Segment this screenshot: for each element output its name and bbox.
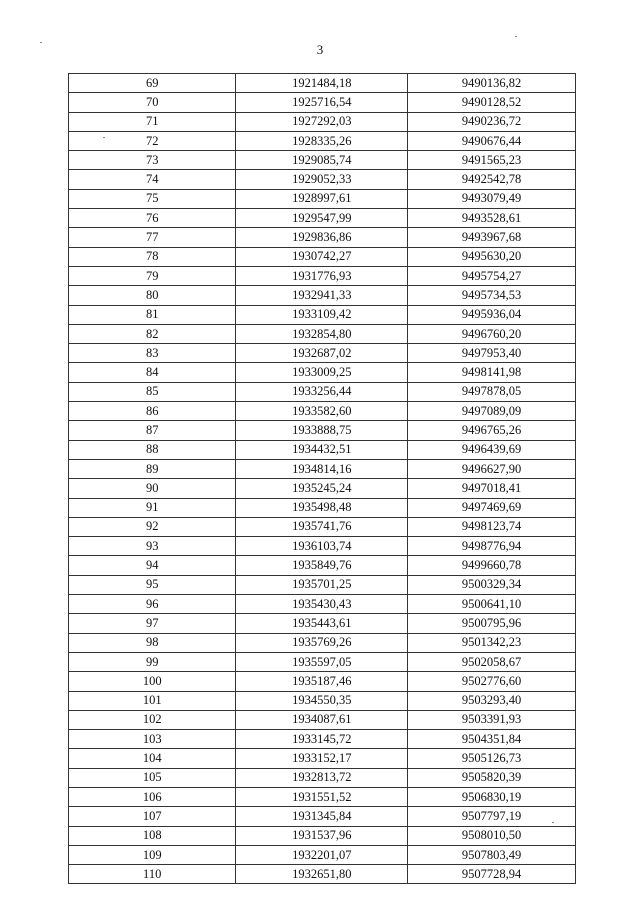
x-coordinate-cell: 1933256,44 [236, 382, 408, 401]
point-number-cell: 106 [69, 787, 236, 806]
point-number-cell: 77 [69, 228, 236, 247]
point-number-cell: 86 [69, 402, 236, 421]
x-coordinate-cell: 1928997,61 [236, 189, 408, 208]
y-coordinate-cell: 9493967,68 [408, 228, 576, 247]
y-coordinate-cell: 9497089,09 [408, 402, 576, 421]
table-row [69, 807, 576, 826]
table-row [69, 459, 576, 478]
x-coordinate-cell: 1934432,51 [236, 440, 408, 459]
x-coordinate-cell: 1928335,26 [236, 131, 408, 150]
table-row [69, 266, 576, 285]
table-row [69, 74, 576, 93]
x-coordinate-cell: 1934087,61 [236, 710, 408, 729]
y-coordinate-cell: 9490236,72 [408, 112, 576, 131]
table-row [69, 672, 576, 691]
x-coordinate-cell: 1929547,99 [236, 209, 408, 228]
point-number-cell: 107 [69, 807, 236, 826]
x-coordinate-cell: 1921484,18 [236, 74, 408, 93]
table-row [69, 112, 576, 131]
point-number-cell: 95 [69, 575, 236, 594]
point-number-cell: 74 [69, 170, 236, 189]
x-coordinate-cell: 1935849,76 [236, 556, 408, 575]
table-row [69, 344, 576, 363]
point-number-cell: 92 [69, 517, 236, 536]
y-coordinate-cell: 9498141,98 [408, 363, 576, 382]
table-row [69, 151, 576, 170]
table-row [69, 710, 576, 729]
y-coordinate-cell: 9490128,52 [408, 93, 576, 112]
point-number-cell: 110 [69, 865, 236, 884]
table-row [69, 652, 576, 671]
x-coordinate-cell: 1932687,02 [236, 344, 408, 363]
y-coordinate-cell: 9496439,69 [408, 440, 576, 459]
coordinates-table-body [69, 74, 576, 884]
table-row [69, 324, 576, 343]
point-number-cell: 109 [69, 845, 236, 864]
scan-speck [552, 822, 554, 823]
y-coordinate-cell: 9497878,05 [408, 382, 576, 401]
x-coordinate-cell: 1931537,96 [236, 826, 408, 845]
x-coordinate-cell: 1933582,60 [236, 402, 408, 421]
table-row [69, 865, 576, 884]
y-coordinate-cell: 9490136,82 [408, 74, 576, 93]
point-number-cell: 93 [69, 537, 236, 556]
point-number-cell: 91 [69, 498, 236, 517]
table-row [69, 209, 576, 228]
table-row [69, 826, 576, 845]
y-coordinate-cell: 9507728,94 [408, 865, 576, 884]
point-number-cell: 102 [69, 710, 236, 729]
table-row [69, 614, 576, 633]
y-coordinate-cell: 9508010,50 [408, 826, 576, 845]
x-coordinate-cell: 1927292,03 [236, 112, 408, 131]
x-coordinate-cell: 1935701,25 [236, 575, 408, 594]
table-row [69, 498, 576, 517]
y-coordinate-cell: 9506830,19 [408, 787, 576, 806]
x-coordinate-cell: 1933152,17 [236, 749, 408, 768]
table-row [69, 845, 576, 864]
table-row [69, 170, 576, 189]
table-row [69, 749, 576, 768]
y-coordinate-cell: 9507803,49 [408, 845, 576, 864]
point-number-cell: 85 [69, 382, 236, 401]
page-number: 3 [316, 42, 324, 57]
point-number-cell: 88 [69, 440, 236, 459]
point-number-cell: 94 [69, 556, 236, 575]
x-coordinate-cell: 1930742,27 [236, 247, 408, 266]
point-number-cell: 80 [69, 286, 236, 305]
y-coordinate-cell: 9493079,49 [408, 189, 576, 208]
y-coordinate-cell: 9501342,23 [408, 633, 576, 652]
x-coordinate-cell: 1931551,52 [236, 787, 408, 806]
point-number-cell: 98 [69, 633, 236, 652]
y-coordinate-cell: 9490676,44 [408, 131, 576, 150]
x-coordinate-cell: 1935245,24 [236, 479, 408, 498]
point-number-cell: 99 [69, 652, 236, 671]
y-coordinate-cell: 9505820,39 [408, 768, 576, 787]
table-row [69, 247, 576, 266]
y-coordinate-cell: 9497018,41 [408, 479, 576, 498]
y-coordinate-cell: 9500329,34 [408, 575, 576, 594]
x-coordinate-cell: 1935597,05 [236, 652, 408, 671]
y-coordinate-cell: 9497469,69 [408, 498, 576, 517]
x-coordinate-cell: 1929836,86 [236, 228, 408, 247]
table-row [69, 402, 576, 421]
table-row [69, 305, 576, 324]
point-number-cell: 78 [69, 247, 236, 266]
point-number-cell: 75 [69, 189, 236, 208]
table-row [69, 382, 576, 401]
table-row [69, 633, 576, 652]
y-coordinate-cell: 9495734,53 [408, 286, 576, 305]
scan-speck [515, 36, 517, 37]
table-row [69, 228, 576, 247]
x-coordinate-cell: 1935187,46 [236, 672, 408, 691]
table-row [69, 537, 576, 556]
x-coordinate-cell: 1935430,43 [236, 595, 408, 614]
y-coordinate-cell: 9504351,84 [408, 730, 576, 749]
x-coordinate-cell: 1935443,61 [236, 614, 408, 633]
point-number-cell: 90 [69, 479, 236, 498]
table-row [69, 730, 576, 749]
y-coordinate-cell: 9495936,04 [408, 305, 576, 324]
x-coordinate-cell: 1931776,93 [236, 266, 408, 285]
table-row [69, 363, 576, 382]
x-coordinate-cell: 1933888,75 [236, 421, 408, 440]
table-row [69, 517, 576, 536]
y-coordinate-cell: 9496760,20 [408, 324, 576, 343]
x-coordinate-cell: 1933009,25 [236, 363, 408, 382]
point-number-cell: 82 [69, 324, 236, 343]
y-coordinate-cell: 9492542,78 [408, 170, 576, 189]
table-row [69, 131, 576, 150]
table-row [69, 189, 576, 208]
table-row [69, 440, 576, 459]
point-number-cell: 89 [69, 459, 236, 478]
table-row [69, 286, 576, 305]
table-row [69, 768, 576, 787]
x-coordinate-cell: 1933109,42 [236, 305, 408, 324]
point-number-cell: 81 [69, 305, 236, 324]
x-coordinate-cell: 1932651,80 [236, 865, 408, 884]
point-number-cell: 101 [69, 691, 236, 710]
x-coordinate-cell: 1932941,33 [236, 286, 408, 305]
y-coordinate-cell: 9502776,60 [408, 672, 576, 691]
x-coordinate-cell: 1935769,26 [236, 633, 408, 652]
y-coordinate-cell: 9495630,20 [408, 247, 576, 266]
y-coordinate-cell: 9503293,40 [408, 691, 576, 710]
point-number-cell: 104 [69, 749, 236, 768]
table-row [69, 595, 576, 614]
scan-speck [103, 137, 105, 138]
coordinates-table [68, 73, 576, 884]
point-number-cell: 103 [69, 730, 236, 749]
y-coordinate-cell: 9496627,90 [408, 459, 576, 478]
point-number-cell: 108 [69, 826, 236, 845]
point-number-cell: 72 [69, 131, 236, 150]
point-number-cell: 84 [69, 363, 236, 382]
point-number-cell: 70 [69, 93, 236, 112]
table-row [69, 421, 576, 440]
point-number-cell: 105 [69, 768, 236, 787]
x-coordinate-cell: 1934550,35 [236, 691, 408, 710]
x-coordinate-cell: 1933145,72 [236, 730, 408, 749]
y-coordinate-cell: 9502058,67 [408, 652, 576, 671]
y-coordinate-cell: 9496765,26 [408, 421, 576, 440]
y-coordinate-cell: 9498776,94 [408, 537, 576, 556]
x-coordinate-cell: 1934814,16 [236, 459, 408, 478]
x-coordinate-cell: 1932854,80 [236, 324, 408, 343]
x-coordinate-cell: 1925716,54 [236, 93, 408, 112]
point-number-cell: 87 [69, 421, 236, 440]
table-row [69, 556, 576, 575]
table-row [69, 93, 576, 112]
point-number-cell: 73 [69, 151, 236, 170]
point-number-cell: 79 [69, 266, 236, 285]
x-coordinate-cell: 1932201,07 [236, 845, 408, 864]
table-row [69, 787, 576, 806]
y-coordinate-cell: 9503391,93 [408, 710, 576, 729]
y-coordinate-cell: 9495754,27 [408, 266, 576, 285]
point-number-cell: 76 [69, 209, 236, 228]
point-number-cell: 96 [69, 595, 236, 614]
x-coordinate-cell: 1936103,74 [236, 537, 408, 556]
table-row [69, 575, 576, 594]
y-coordinate-cell: 9505126,73 [408, 749, 576, 768]
x-coordinate-cell: 1929052,33 [236, 170, 408, 189]
x-coordinate-cell: 1932813,72 [236, 768, 408, 787]
y-coordinate-cell: 9507797,19 [408, 807, 576, 826]
x-coordinate-cell: 1935498,48 [236, 498, 408, 517]
x-coordinate-cell: 1929085,74 [236, 151, 408, 170]
y-coordinate-cell: 9499660,78 [408, 556, 576, 575]
point-number-cell: 97 [69, 614, 236, 633]
y-coordinate-cell: 9500641,10 [408, 595, 576, 614]
table-row [69, 691, 576, 710]
point-number-cell: 100 [69, 672, 236, 691]
point-number-cell: 83 [69, 344, 236, 363]
y-coordinate-cell: 9497953,40 [408, 344, 576, 363]
x-coordinate-cell: 1931345,84 [236, 807, 408, 826]
x-coordinate-cell: 1935741,76 [236, 517, 408, 536]
table-row [69, 479, 576, 498]
point-number-cell: 71 [69, 112, 236, 131]
y-coordinate-cell: 9491565,23 [408, 151, 576, 170]
y-coordinate-cell: 9493528,61 [408, 209, 576, 228]
scan-speck [40, 42, 42, 43]
point-number-cell: 69 [69, 74, 236, 93]
y-coordinate-cell: 9500795,96 [408, 614, 576, 633]
y-coordinate-cell: 9498123,74 [408, 517, 576, 536]
